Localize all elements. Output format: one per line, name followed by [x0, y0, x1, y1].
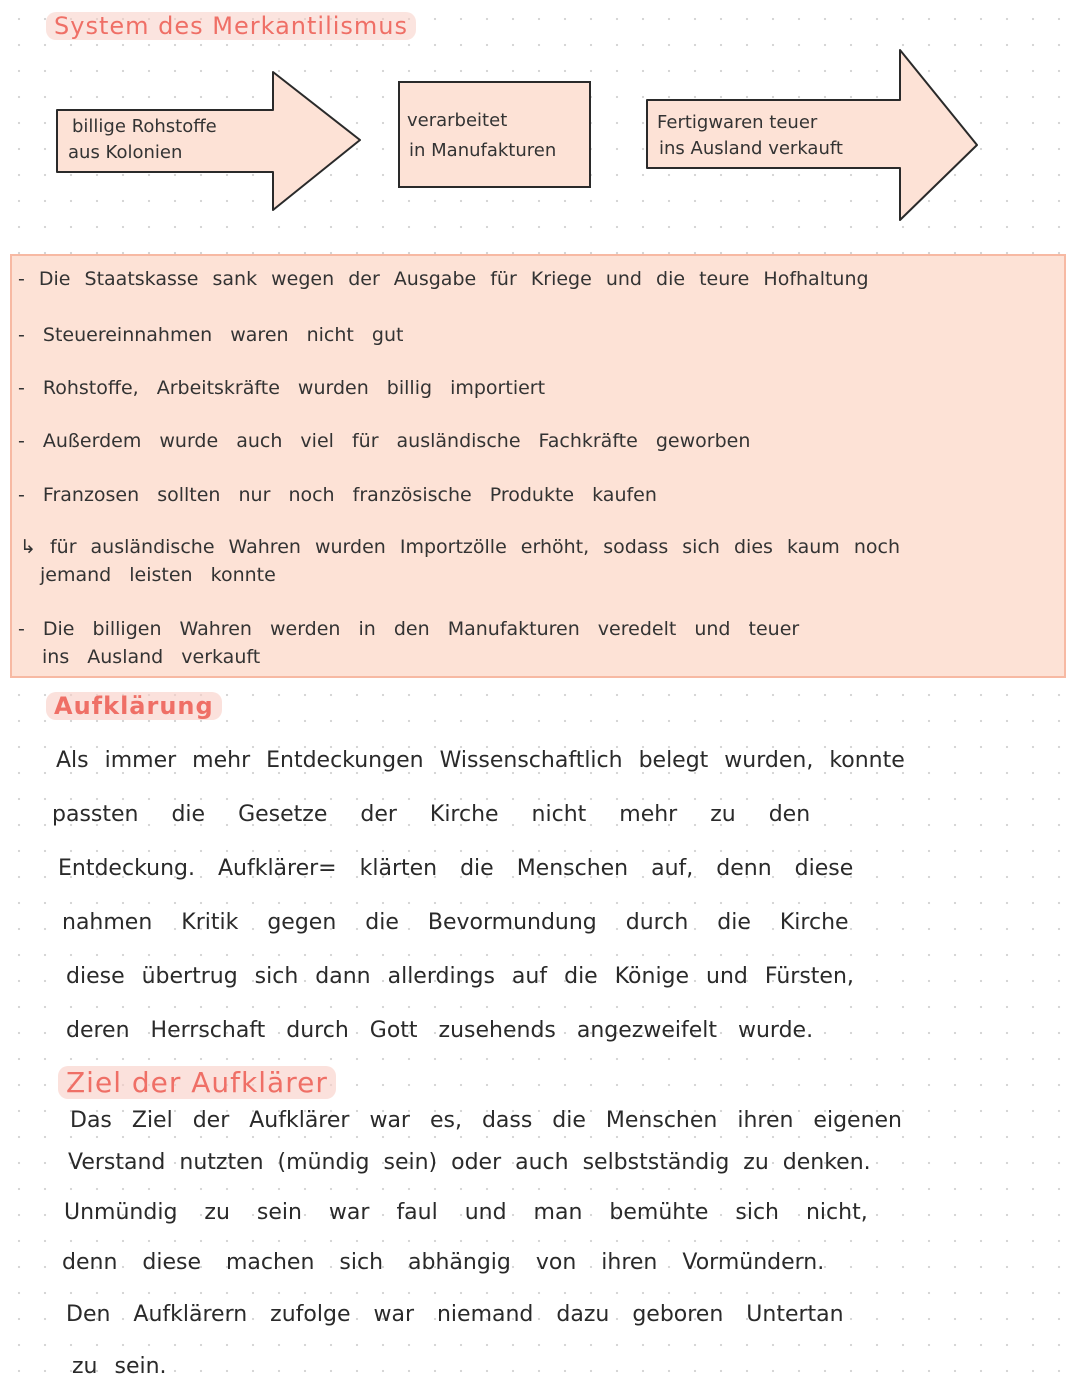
goal-line: zu sein.: [72, 1354, 167, 1379]
note-line: - Die Staatskasse sank wegen der Ausgabe für Kriege und die teure Hofhaltung: [18, 268, 869, 290]
note-line: - Franzosen sollten nur noch französische Produkte kaufen: [18, 484, 657, 506]
goal-line: Unmündig zu sein war faul und man bemühte sich nicht,: [64, 1200, 868, 1225]
flow-step3-line1: Fertigwaren teuer: [657, 112, 818, 133]
flow-step2-line2: in Manufakturen: [409, 140, 557, 161]
flow-step1-line1: billige Rohstoffe: [72, 116, 217, 137]
flow-step3-line2: ins Ausland verkauft: [659, 138, 843, 159]
enlightenment-line: passten die Gesetze der Kirche nicht mehr zu den: [52, 802, 811, 827]
note-line: jemand leisten konnte: [40, 564, 276, 586]
enlightenment-line: deren Herrschaft durch Gott zusehends angezweifelt wurde.: [66, 1018, 814, 1043]
enlightenment-line: Als immer mehr Entdeckungen Wissenschaftlich belegt wurden, konnte: [56, 748, 905, 773]
note-line: ↳ für ausländische Wahren wurden Importzölle erhöht, sodass sich dies kaum noch: [20, 536, 900, 558]
flow-step1-line2: aus Kolonien: [68, 142, 183, 163]
goal-line: Verstand nutzten (mündig sein) oder auch selbstständig zu denken.: [68, 1150, 871, 1175]
enlightenment-heading: Aufklärung: [46, 692, 222, 720]
goal-heading: Ziel der Aufklärer: [58, 1066, 336, 1099]
goal-line: Den Aufklärern zufolge war niemand dazu geboren Untertan: [66, 1302, 844, 1327]
mercantilism-heading: System des Merkantilismus: [46, 12, 416, 40]
note-line: - Steuereinnahmen waren nicht gut: [18, 324, 404, 346]
note-line: - Rohstoffe, Arbeitskräfte wurden billig importiert: [18, 377, 546, 399]
note-line: ins Ausland verkauft: [42, 646, 261, 668]
enlightenment-line: diese übertrug sich dann allerdings auf die Könige und Fürsten,: [66, 964, 854, 989]
mercantilism-notes-box: [10, 254, 1066, 678]
goal-line: Das Ziel der Aufklärer war es, dass die Menschen ihren eigenen: [70, 1108, 903, 1133]
note-line: - Die billigen Wahren werden in den Manufakturen veredelt und teuer: [18, 618, 800, 640]
note-line: - Außerdem wurde auch viel für ausländische Fachkräfte geworben: [18, 430, 751, 452]
goal-line: denn diese machen sich abhängig von ihren Vormündern.: [62, 1250, 825, 1275]
enlightenment-line: Entdeckung. Aufklärer= klärten die Menschen auf, denn diese: [58, 856, 854, 881]
enlightenment-line: nahmen Kritik gegen die Bevormundung durch die Kirche: [62, 910, 849, 935]
flow-step2-line1: verarbeitet: [407, 110, 508, 131]
